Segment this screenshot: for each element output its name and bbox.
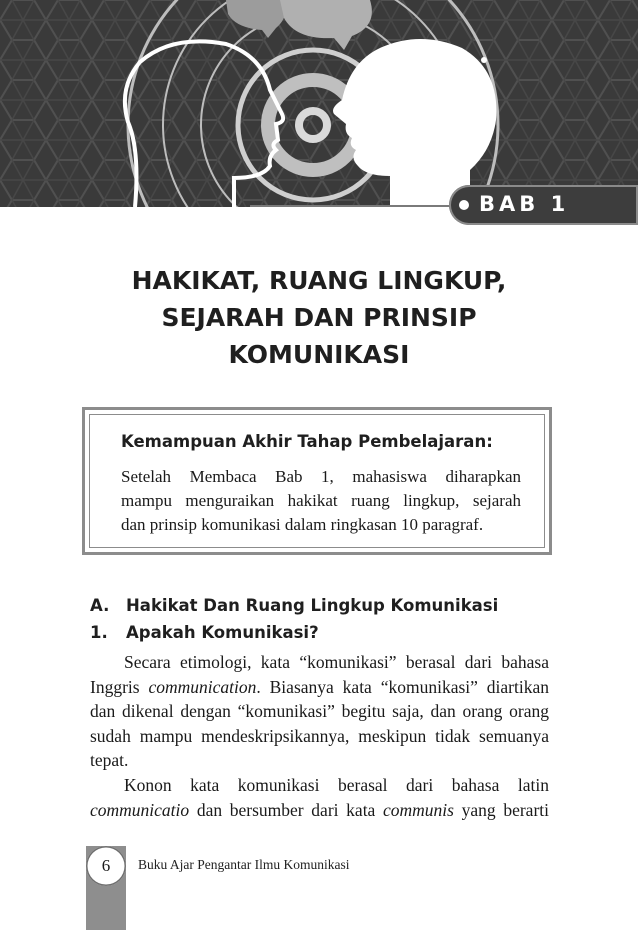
subsection-title: Apakah Komunikasi? [126,623,319,642]
chapter-title [60,262,578,373]
chapter-label: BAB 1 [479,192,570,216]
tab-connector-line [250,205,450,207]
paragraph-line [90,675,549,700]
chapter-banner [0,0,638,207]
paragraph-latin-origin [90,773,549,822]
running-footer-title: Buku Ajar Pengantar Ilmu Komunikasi [138,857,350,872]
chapter-tab [449,185,638,225]
italic-term: communicatio [90,799,190,820]
italic-term: communis [383,799,454,820]
text-run: dan bersumber dari kata [189,799,383,820]
learning-outcome-box [82,407,552,555]
text-run: Inggris [90,676,149,697]
paragraph-line: dan dikenal dengan “komunikasi” begitu saja, dan orang orang [90,701,549,721]
paragraph-line [90,798,549,823]
paragraph-line: tepat. [90,750,129,770]
title-line: HAKIKAT, RUANG LINGKUP, [131,266,507,295]
subsection-number: 1. [90,623,108,642]
text-run: . Biasanya kata “komunikasi” diartikan [256,676,549,697]
communication-illustration [0,0,638,207]
title-line: KOMUNIKASI [228,340,410,369]
paragraph-etymology [90,650,549,773]
section-heading-a [90,596,498,615]
paragraph-line: sudah mampu mendeskripsikannya, meskipun tidak semuanya [90,725,549,746]
title-line: SEJARAH DAN PRINSIP [161,303,477,332]
outcome-line: Setelah Membaca Bab 1, mahasiswa diharapkan [121,467,521,486]
outcome-line: dan prinsip komunikasi dalam ringkasan 10 paragraf. [121,515,484,534]
page-number: 6 [86,846,126,886]
outcome-line: mampu menguraikan hakikat ruang lingkup, sejarah [121,491,521,510]
subsection-heading-1 [90,623,319,642]
bullet-dot-icon [459,200,469,210]
outcome-text [121,465,521,537]
italic-term: communication [148,676,257,697]
outcome-heading: Kemampuan Akhir Tahap Pembelajaran: [121,432,493,451]
paragraph-line: Secara etimologi, kata “komunikasi” berasal dari bahasa [124,652,549,672]
section-title: Hakikat Dan Ruang Lingkup Komunikasi [126,596,499,615]
paragraph-line: Konon kata komunikasi berasal dari bahasa latin [124,775,549,795]
text-run: yang berarti [453,799,549,820]
section-number: A. [90,596,110,615]
